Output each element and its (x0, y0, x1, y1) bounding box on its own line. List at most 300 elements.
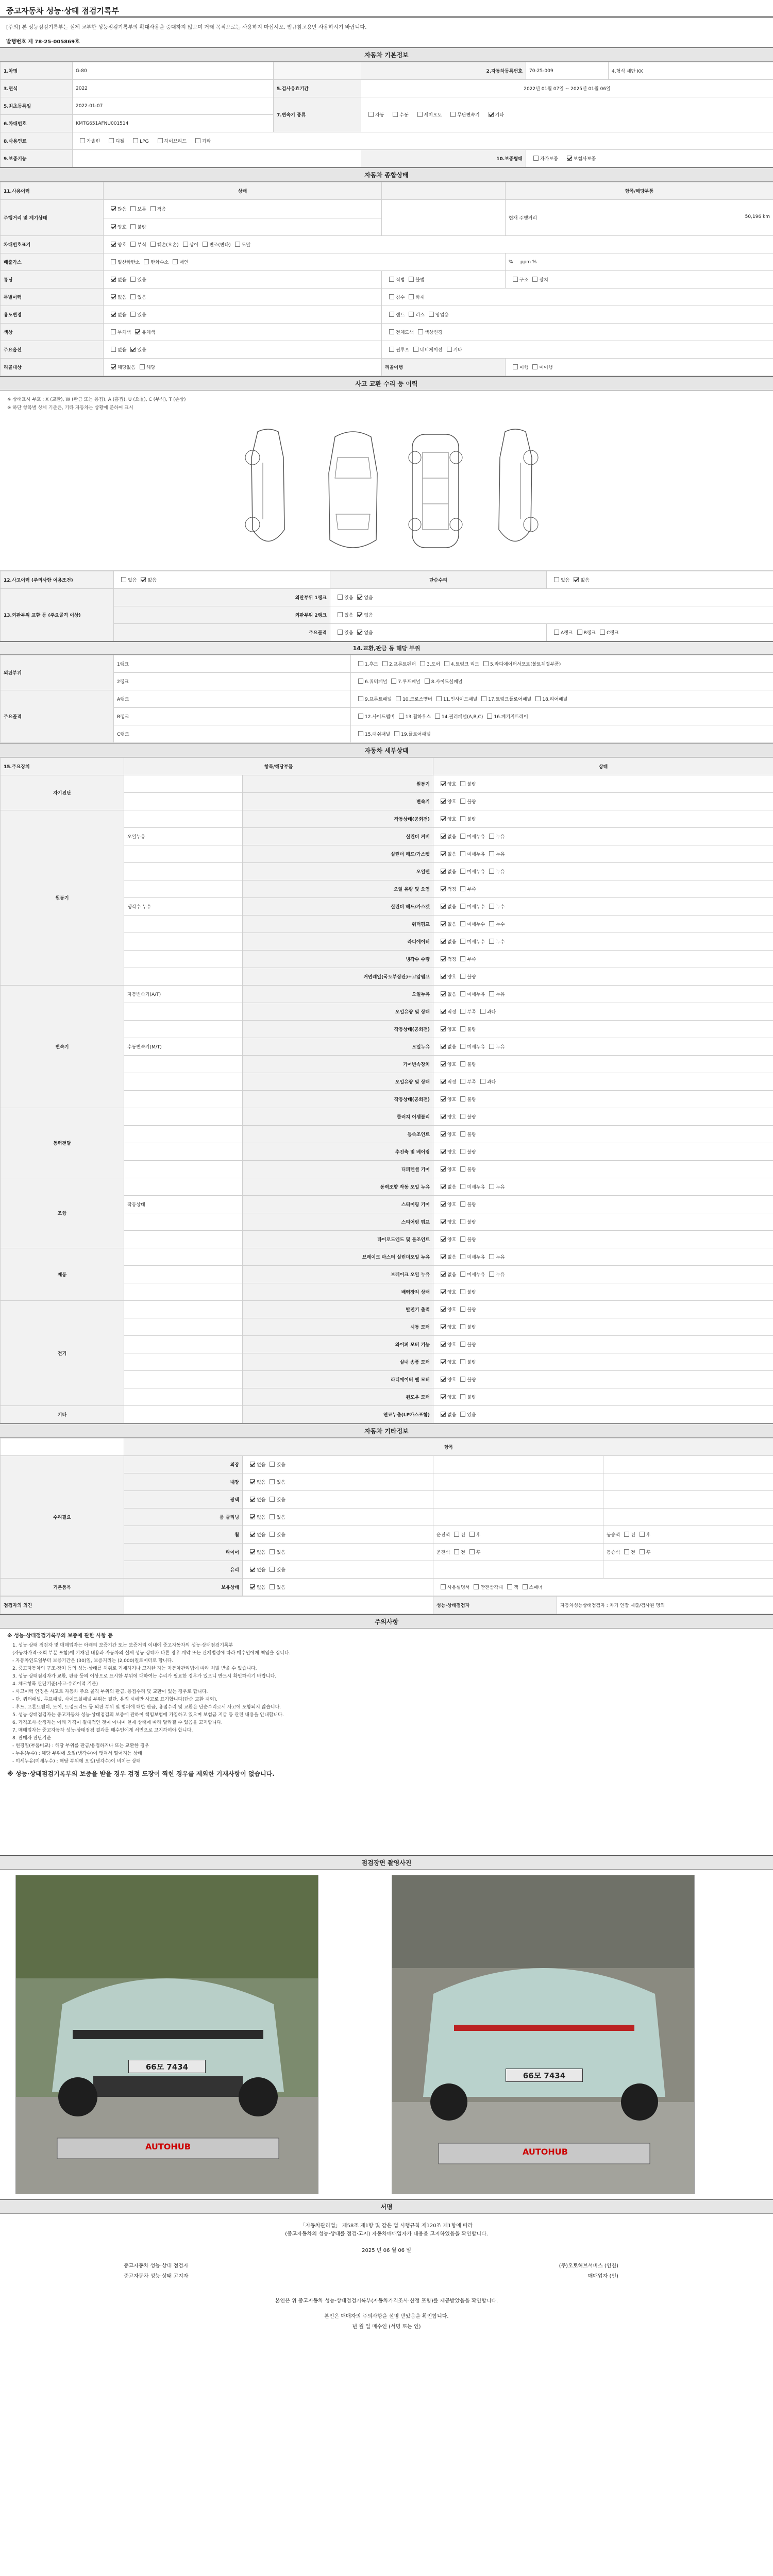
option-label: 불량 (467, 1115, 476, 1120)
detail-item-label: 연료누출(LP가스포함) (243, 1406, 433, 1423)
checkbox[interactable] (389, 347, 394, 352)
checkbox-checked[interactable] (441, 1377, 446, 1382)
detail-subgroup (124, 1021, 243, 1038)
checkbox[interactable] (489, 1272, 494, 1277)
detail-subgroup (124, 810, 243, 828)
checkbox[interactable] (130, 277, 136, 282)
checkbox-checked[interactable] (441, 1044, 446, 1049)
other-extra (433, 1579, 773, 1596)
checkbox[interactable] (460, 781, 465, 786)
checkbox[interactable] (640, 1532, 645, 1537)
checkbox-checked[interactable] (441, 1394, 446, 1399)
year-label: 3.연식 (1, 80, 73, 97)
checkbox-checked[interactable] (441, 1219, 446, 1224)
parts-rank: C랭크 (114, 725, 351, 743)
checkbox[interactable] (399, 714, 404, 719)
checkbox[interactable] (389, 277, 394, 282)
option-label: 양호 (447, 1202, 457, 1208)
checkbox-checked[interactable] (567, 156, 572, 161)
option-label: 없음 (257, 1498, 266, 1503)
detail-col-item: 항목/해당부품 (124, 758, 433, 775)
option-label: 양호 (447, 975, 457, 980)
checkbox-checked[interactable] (130, 347, 136, 352)
checkbox[interactable] (469, 1549, 475, 1554)
other-extra (433, 1491, 603, 1509)
detail-row (1, 1178, 773, 1196)
checkbox[interactable] (409, 294, 414, 299)
option-label: 과다 (486, 1080, 496, 1085)
other-col: 항목 (124, 1438, 773, 1456)
checkbox[interactable] (489, 904, 494, 909)
checkbox[interactable] (150, 242, 156, 247)
detail-state (433, 1266, 773, 1283)
checkbox[interactable] (481, 696, 486, 701)
checkbox-checked[interactable] (441, 886, 446, 891)
option-label: 있음 (276, 1533, 285, 1538)
parts-rank: 2랭크 (114, 673, 351, 690)
checkbox[interactable] (554, 577, 559, 582)
buyer-line: 본인은 위 중고자동차 성능·상태점검기록부(자동차가격조사·산정 포함)를 제공받았음을 확인합니다. (275, 2298, 498, 2304)
option-label: 불량 (467, 1325, 476, 1330)
checkbox[interactable] (144, 259, 149, 264)
option-label: 불량 (467, 1395, 476, 1400)
option-label: 불량 (467, 1062, 476, 1067)
checkbox[interactable] (640, 1549, 645, 1554)
checkbox[interactable] (460, 1131, 465, 1137)
checkbox-checked[interactable] (441, 1236, 446, 1242)
checkbox[interactable] (489, 834, 494, 839)
checkbox[interactable] (396, 696, 401, 701)
checkbox[interactable] (409, 277, 414, 282)
checkbox[interactable] (133, 138, 138, 143)
checkbox[interactable] (109, 138, 114, 143)
parts-table: 외판부위 1랭크 1.후드 2.프론트펜더 3.도어 4.트렁크 리드 5.라디에이터서포트(볼트체결부품) 2랭크 6.쿼터패널 7.루프패널 8.사이드실패널 주요골격 A랭크 9.프론트패널 10.크로스멤버 11.인사이드패널 17.트렁크플로어패널 18.리어패널 B랭크 12.사이드멤버 13.휠하우스 14.필러패널(A,B,C) 16.패키지트레이 C랭크 15.대쉬패널 19.플로어패널 (0, 655, 773, 743)
major-frame-label: 주요골격 (114, 624, 330, 641)
checkbox[interactable] (420, 661, 425, 666)
checkbox[interactable] (460, 1307, 465, 1312)
period-value: 2022년 01월 07일 ~ 2025년 01월 06일 (361, 80, 773, 97)
checkbox-checked[interactable] (441, 1026, 446, 1031)
checkbox[interactable] (460, 1289, 465, 1294)
checkbox[interactable] (489, 851, 494, 856)
option-label: 없음 (257, 1585, 266, 1590)
checkbox-checked[interactable] (250, 1479, 255, 1484)
status-col-item: 11.사용이력 (1, 182, 104, 200)
checkbox[interactable] (435, 714, 440, 719)
detail-state (433, 1371, 773, 1388)
checkbox-checked[interactable] (111, 277, 116, 282)
checkbox-checked[interactable] (441, 1201, 446, 1207)
checkbox[interactable] (460, 799, 465, 804)
rank2-label: 외판부위 2랭크 (114, 606, 330, 624)
checkbox[interactable] (489, 991, 494, 996)
checkbox[interactable] (460, 1272, 465, 1277)
front-photo (15, 1875, 318, 2194)
checkbox-checked[interactable] (441, 869, 446, 874)
checkbox[interactable] (338, 612, 343, 617)
checkbox[interactable] (460, 921, 465, 926)
checkbox[interactable] (450, 112, 456, 117)
note-item: 4. 체크항목 판단기준(사고·수리이력 기준) (12, 1682, 98, 1687)
trans-label: 7.변속기 종류 (274, 97, 361, 132)
detail-item-label: 작동상태(공회전) (243, 1021, 433, 1038)
checkbox-checked[interactable] (250, 1584, 255, 1589)
checkbox[interactable] (532, 277, 537, 282)
checkbox[interactable] (480, 1079, 485, 1084)
checkbox-checked[interactable] (250, 1462, 255, 1467)
checkbox[interactable] (624, 1549, 629, 1554)
checkbox[interactable] (460, 1044, 465, 1049)
checkbox[interactable] (460, 1114, 465, 1119)
detail-state (433, 1108, 773, 1126)
checkbox[interactable] (382, 661, 388, 666)
checkbox-checked[interactable] (250, 1532, 255, 1537)
car-name-value: G-80 (73, 62, 274, 80)
checkbox[interactable] (368, 112, 374, 117)
detail-row (1, 810, 773, 828)
option-label: 있음 (276, 1568, 285, 1573)
checkbox[interactable] (358, 679, 363, 684)
checkbox[interactable] (532, 364, 537, 369)
checkbox[interactable] (429, 312, 434, 317)
checkbox[interactable] (150, 206, 156, 211)
checkbox-checked[interactable] (111, 242, 116, 247)
checkbox-checked[interactable] (441, 1272, 446, 1277)
parts-detail-header: 14.교환,판금 등 해당 부위 (0, 641, 773, 655)
checkbox-checked[interactable] (441, 1096, 446, 1101)
checkbox[interactable] (270, 1462, 275, 1467)
checkbox[interactable] (195, 138, 200, 143)
checkbox[interactable] (173, 259, 178, 264)
car-left-side-diagram (237, 427, 299, 555)
notifier-label: 중고자동차 성능·상태 고지자 (124, 2274, 189, 2279)
checkbox[interactable] (454, 1532, 459, 1537)
checkbox-checked[interactable] (441, 1342, 446, 1347)
checkbox-checked[interactable] (441, 1166, 446, 1172)
other-state (243, 1526, 433, 1544)
checkbox[interactable] (460, 1359, 465, 1364)
checkbox[interactable] (483, 661, 489, 666)
checkbox[interactable] (111, 259, 116, 264)
checkbox[interactable] (460, 1096, 465, 1101)
detail-item-label: 와이퍼 모터 기능 (243, 1336, 433, 1353)
checkbox[interactable] (130, 224, 136, 229)
checkbox-checked[interactable] (111, 206, 116, 211)
checkbox[interactable] (533, 156, 539, 161)
checkbox[interactable] (425, 679, 430, 684)
checkbox[interactable] (454, 1549, 459, 1554)
warranty-label: 9.보증기능 (1, 150, 73, 167)
option-label: 양호 (447, 1167, 457, 1173)
checkbox-checked[interactable] (441, 1412, 446, 1417)
emission-unit2: ppm % (520, 259, 537, 265)
checkbox[interactable] (489, 869, 494, 874)
checkbox-checked[interactable] (441, 904, 446, 909)
checkbox[interactable] (460, 1026, 465, 1031)
checkbox[interactable] (203, 242, 208, 247)
checkbox-checked[interactable] (441, 1079, 446, 1084)
checkbox-checked[interactable] (250, 1567, 255, 1572)
vin-mark-label: 차대번호표기 (1, 236, 104, 253)
checkbox[interactable] (577, 630, 582, 635)
checkbox[interactable] (489, 939, 494, 944)
checkbox-checked[interactable] (441, 834, 446, 839)
exchange-label: 13.외판부위 교환 등 (주요골격 이상) (1, 589, 114, 641)
checkbox-checked[interactable] (441, 816, 446, 821)
checkbox[interactable] (460, 869, 465, 874)
checkbox[interactable] (469, 1532, 475, 1537)
checkbox-checked[interactable] (441, 1149, 446, 1154)
detail-item-label: 실린더 커버 (243, 828, 433, 845)
option-label: 양호 (447, 1062, 457, 1067)
note-item: - 사고이력 인정은 사고로 자동차 주요 골격 부위의 판금, 용접수리 및 교환이 있는 경우로 합니다. (12, 1689, 208, 1694)
checkbox[interactable] (270, 1567, 275, 1572)
note-item: 5. 성능·상태점검자는 중고자동차 성능·상태점검의 보증에 관하여 책임보험에 가입하고 있으며 보험금 지급 등 관련 내용을 안내합니다. (12, 1713, 284, 1718)
checkbox[interactable] (513, 364, 518, 369)
checkbox[interactable] (460, 816, 465, 821)
checkbox[interactable] (460, 1377, 465, 1382)
note-item: - 후드, 프론트펜더, 도어, 트렁크리드 등 외판 부위 및 범퍼에 대한 판금, 용접수리 및 교환은 단순수리로서 사고에 포함되지 않습니다. (12, 1705, 281, 1710)
checkbox[interactable] (391, 679, 396, 684)
checkbox[interactable] (600, 630, 605, 635)
detail-state (433, 1056, 773, 1073)
detail-subgroup (124, 863, 243, 880)
note-item: - 미세누유(미세누수) : 해당 부위에 오일(냉각수)이 비치는 상태 (12, 1759, 141, 1764)
checkbox[interactable] (436, 696, 442, 701)
checkbox[interactable] (460, 1201, 465, 1207)
checkbox-checked[interactable] (441, 1061, 446, 1066)
checkbox-checked[interactable] (441, 974, 446, 979)
note-item: 7. 매매업자는 중고자동차 성능·상태점검 결과를 매수인에게 서면으로 고지하여야 합니다. (12, 1728, 193, 1733)
checkbox-checked[interactable] (111, 312, 116, 317)
checkbox[interactable] (444, 661, 449, 666)
checkbox[interactable] (413, 347, 418, 352)
checkbox[interactable] (130, 206, 136, 211)
checkbox[interactable] (393, 112, 398, 117)
checkbox[interactable] (235, 242, 240, 247)
option-label: 없음 (447, 870, 457, 875)
option-label: 없음 (447, 1413, 457, 1418)
checkbox[interactable] (394, 731, 399, 736)
checkbox-checked[interactable] (489, 112, 494, 117)
detail-state (433, 1178, 773, 1196)
checkbox-checked[interactable] (250, 1549, 255, 1554)
checkbox[interactable] (460, 1079, 465, 1084)
detail-state (433, 986, 773, 1003)
checkbox-checked[interactable] (441, 799, 446, 804)
checkbox[interactable] (489, 921, 494, 926)
checkbox[interactable] (460, 956, 465, 961)
option-label: 양호 (447, 1378, 457, 1383)
detail-item-label: 발전기 출력 (243, 1301, 433, 1318)
checkbox[interactable] (460, 851, 465, 856)
detail-item-label: 실린더 헤드/가스켓 (243, 845, 433, 863)
checkbox[interactable] (270, 1584, 275, 1589)
checkbox[interactable] (183, 242, 188, 247)
detail-state (433, 1318, 773, 1336)
checkbox[interactable] (270, 1497, 275, 1502)
checkbox[interactable] (460, 886, 465, 891)
detail-item-label: 디퍼렌셜 기어 (243, 1161, 433, 1178)
checkbox[interactable] (460, 1394, 465, 1399)
detail-item-label: 오일 유량 및 오염 (243, 880, 433, 898)
checkbox[interactable] (523, 1584, 528, 1589)
detail-subgroup (124, 1108, 243, 1126)
detail-subgroup (124, 1388, 243, 1406)
note-item: - 단, 쿼터패널, 루프패널, 사이드실패널 부위는 절단, 용접 시에만 사고로 표기합니다(단순 교환 제외). (12, 1697, 217, 1702)
option-label: 부족 (467, 1010, 476, 1015)
option-label: 잭 (513, 1585, 518, 1590)
detail-item-label: 스티어링 펌프 (243, 1213, 433, 1231)
checkbox-checked[interactable] (441, 1184, 446, 1189)
checkbox-checked[interactable] (441, 956, 446, 961)
other-state (243, 1579, 433, 1596)
checkbox[interactable] (121, 577, 126, 582)
checkbox[interactable] (130, 242, 136, 247)
checkbox[interactable] (389, 329, 394, 334)
checkbox[interactable] (358, 696, 363, 701)
detail-subgroup (124, 1056, 243, 1073)
checkbox[interactable] (460, 974, 465, 979)
checkbox[interactable] (418, 329, 423, 334)
checkbox[interactable] (111, 347, 116, 352)
checkbox-checked[interactable] (441, 991, 446, 996)
option-label: 양호 (447, 1150, 457, 1155)
detail-state (433, 1021, 773, 1038)
checkbox-checked[interactable] (441, 1114, 446, 1119)
detail-state (433, 1143, 773, 1161)
checkbox-checked[interactable] (441, 939, 446, 944)
option-label: 양호 (447, 1220, 457, 1225)
other-extra2 (603, 1544, 773, 1561)
checkbox[interactable] (624, 1532, 629, 1537)
checkbox[interactable] (460, 1254, 465, 1259)
checkbox-checked[interactable] (441, 1131, 446, 1137)
checkbox-checked[interactable] (357, 630, 362, 635)
checkbox[interactable] (111, 329, 116, 334)
checkbox-checked[interactable] (441, 1307, 446, 1312)
checkbox[interactable] (460, 1236, 465, 1242)
checkbox[interactable] (460, 1219, 465, 1224)
checkbox[interactable] (130, 312, 136, 317)
checkbox-checked[interactable] (441, 851, 446, 856)
checkbox[interactable] (270, 1514, 275, 1519)
checkbox[interactable] (460, 939, 465, 944)
checkbox-checked[interactable] (441, 1009, 446, 1014)
checkbox[interactable] (554, 630, 559, 635)
checkbox[interactable] (474, 1584, 479, 1589)
checkbox[interactable] (460, 834, 465, 839)
recall-label: 리콜대상 (1, 359, 104, 376)
checkbox-checked[interactable] (250, 1497, 255, 1502)
detail-state (433, 916, 773, 933)
checkbox[interactable] (535, 696, 541, 701)
checkbox-checked[interactable] (250, 1514, 255, 1519)
option-label: 양호 (447, 1115, 457, 1120)
checkbox[interactable] (358, 661, 363, 666)
checkbox[interactable] (487, 714, 492, 719)
checkbox-checked[interactable] (111, 224, 116, 229)
checkbox[interactable] (460, 1149, 465, 1154)
checkbox-checked[interactable] (441, 1324, 446, 1329)
checkbox-checked[interactable] (357, 612, 362, 617)
checkbox[interactable] (140, 364, 145, 369)
checkbox[interactable] (417, 112, 423, 117)
checkbox[interactable] (480, 1009, 485, 1014)
checkbox-checked[interactable] (441, 1359, 446, 1364)
checkbox[interactable] (338, 595, 343, 600)
sign-line-2: (중고자동차의 성능·상태를 점검·고지) 자동차매매업자가 내용을 고지하였음을 확인합니다. (285, 2231, 488, 2237)
checkbox[interactable] (270, 1479, 275, 1484)
checkbox[interactable] (358, 714, 363, 719)
checkbox[interactable] (489, 1254, 494, 1259)
checkbox[interactable] (389, 312, 394, 317)
option-label: 없음 (447, 1273, 457, 1278)
checkbox[interactable] (409, 312, 414, 317)
checkbox-checked[interactable] (111, 294, 116, 299)
checkbox[interactable] (80, 138, 85, 143)
checkbox[interactable] (489, 1044, 494, 1049)
option-label: 적정 (447, 887, 457, 892)
option-label: 있음 (276, 1550, 285, 1555)
option-label: 불량 (467, 1238, 476, 1243)
checkbox[interactable] (460, 1324, 465, 1329)
checkbox[interactable] (460, 1166, 465, 1172)
checkbox-checked[interactable] (357, 595, 362, 600)
option-label: 미세누유 (467, 1273, 485, 1278)
checkbox[interactable] (460, 904, 465, 909)
fuel-label: 8.사용연료 (1, 132, 73, 150)
checkbox[interactable] (489, 1184, 494, 1189)
detail-item-label: 타이로드엔드 및 볼조인트 (243, 1231, 433, 1248)
detail-state (433, 1196, 773, 1213)
detail-subgroup (124, 1003, 243, 1021)
checkbox-checked[interactable] (441, 921, 446, 926)
checkbox[interactable] (158, 138, 163, 143)
checkbox[interactable] (460, 1342, 465, 1347)
checkbox[interactable] (460, 1412, 465, 1417)
checkbox[interactable] (460, 1061, 465, 1066)
option-label: 후 (476, 1533, 481, 1538)
checkbox[interactable] (441, 1584, 446, 1589)
checkbox[interactable] (130, 294, 136, 299)
option-label: 있음 (276, 1498, 285, 1503)
checkbox[interactable] (270, 1549, 275, 1554)
checkbox[interactable] (460, 1009, 465, 1014)
checkbox[interactable] (447, 347, 452, 352)
checkbox[interactable] (460, 1184, 465, 1189)
other-state (243, 1509, 433, 1526)
checkbox[interactable] (513, 277, 518, 282)
checkbox-checked[interactable] (135, 329, 140, 334)
document-title: 중고자동차 성능·상태 점검기록부 (0, 0, 773, 18)
checkbox[interactable] (338, 630, 343, 635)
detail-item-label: 오일누유 (243, 1038, 433, 1056)
checkbox-checked[interactable] (141, 577, 146, 582)
checkbox-checked[interactable] (574, 577, 579, 582)
checkbox-checked[interactable] (441, 1254, 446, 1259)
sign-line-1: 「자동차관리법」 제58조 제1항 및 같은 법 시행규칙 제120조 제1항에 따라 (300, 2223, 473, 2229)
detail-item-label: 등속조인트 (243, 1126, 433, 1143)
checkbox-checked[interactable] (111, 364, 116, 369)
checkbox-checked[interactable] (441, 781, 446, 786)
checkbox[interactable] (460, 991, 465, 996)
checkbox-checked[interactable] (441, 1289, 446, 1294)
checkbox[interactable] (389, 294, 394, 299)
checkbox[interactable] (270, 1532, 275, 1537)
checkbox[interactable] (507, 1584, 512, 1589)
checkbox[interactable] (358, 731, 363, 736)
